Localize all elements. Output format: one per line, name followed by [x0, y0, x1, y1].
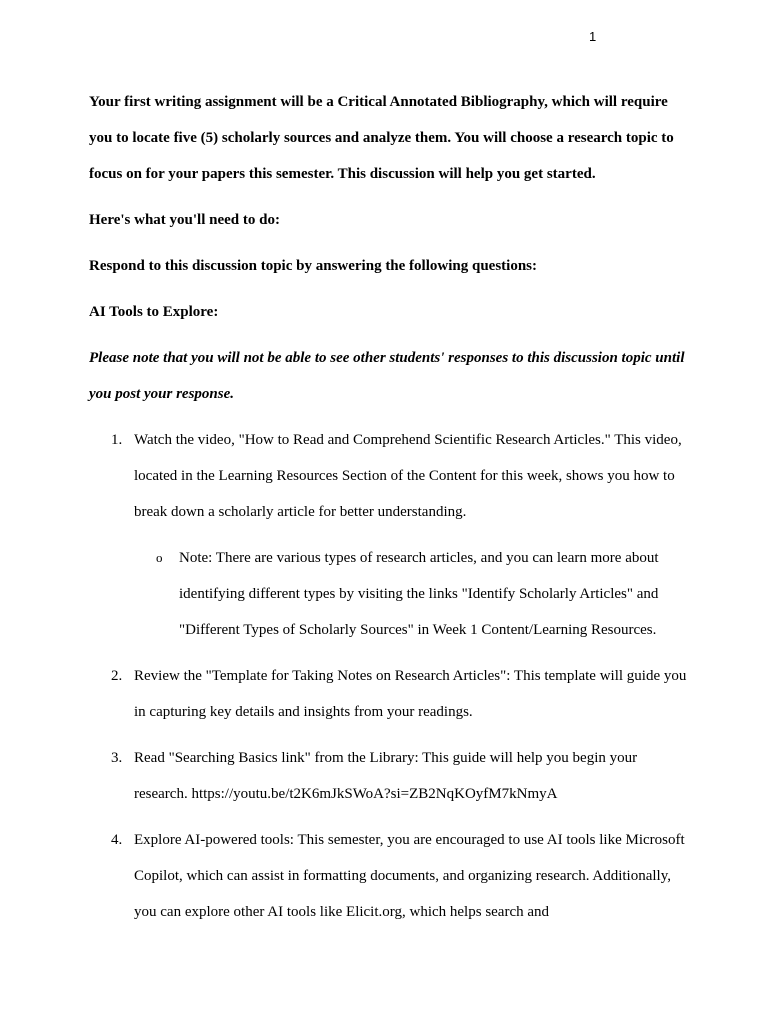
list-item-text: Read "Searching Basics link" from the Library: This guide will help you begin your research. https://youtu.be/t2K6mJkSWoA?si=ZB2NqKOyfM7kNmyA [134, 750, 638, 802]
heading-todo: Here's what you'll need to do: [89, 212, 280, 228]
list-item [89, 658, 689, 730]
list-item [89, 422, 689, 648]
sub-list [134, 540, 689, 648]
heading-respond: Respond to this discussion topic by answering the following questions: [89, 258, 538, 274]
list-item-number: 2. [111, 668, 123, 684]
document-body [89, 84, 689, 940]
list-item-text: Watch the video, "How to Read and Comprehend Scientific Research Articles." This video, located in the Learning Resources Section of the Content for this week, shows you how to break down a scholarly article for better understanding. [134, 432, 682, 520]
page-number: 1 [589, 29, 597, 44]
list-item [89, 740, 689, 812]
sub-bullet-icon: o [156, 550, 163, 565]
heading-ai-tools: AI Tools to Explore: [89, 304, 219, 320]
list-item-number: 3. [111, 750, 123, 766]
list-item-text: Review the "Template for Taking Notes on Research Articles": This template will guide you in capturing key details and insights from your readings. [134, 668, 687, 720]
list-item [89, 822, 689, 930]
sub-list-item-text: Note: There are various types of research articles, and you can learn more about identifying different types by visiting the links "Identify Scholarly Articles" and "Different Types of Scholarly Sources" in Week 1 Content/Learning Resources. [179, 550, 659, 638]
list-item-number: 1. [111, 432, 123, 448]
list-item-number: 4. [111, 832, 123, 848]
sub-list-item [134, 540, 689, 648]
posting-note: Please note that you will not be able to see other students' responses to this discussion topic until you post your response. [89, 350, 685, 402]
intro-paragraph: Your first writing assignment will be a Critical Annotated Bibliography, which will require you to locate five (5) scholarly sources and analyze them. You will choose a research topic to focus on for your papers this semester. This discussion will help you get started. [89, 94, 674, 182]
list-item-text: Explore AI-powered tools: This semester, you are encouraged to use AI tools like Microsoft Copilot, which can assist in formatting documents, and organizing research. Additionally, you can explore other AI tools like Elicit.org, which helps search and [134, 832, 685, 920]
instruction-list [89, 422, 689, 930]
